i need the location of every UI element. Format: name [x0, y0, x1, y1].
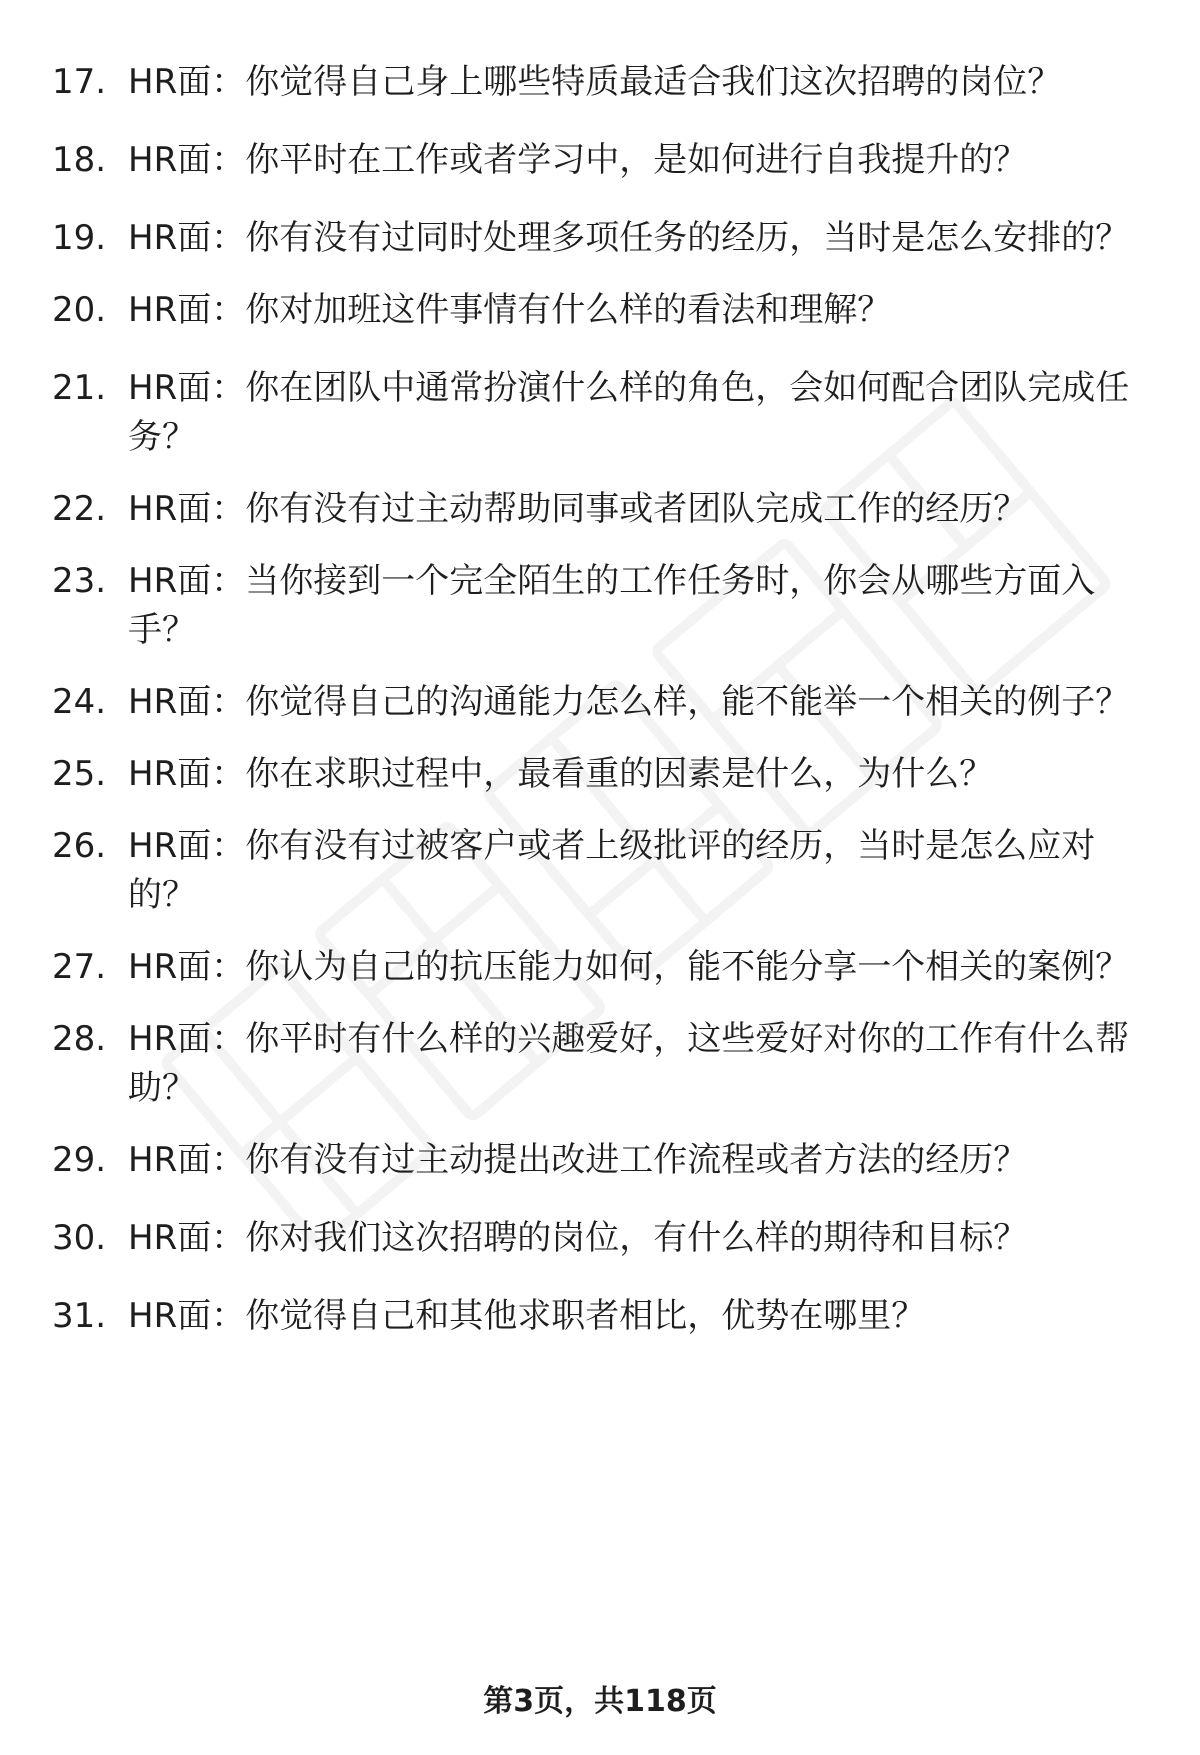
question-text: HR面：你有没有过被客户或者上级批评的经历，当时是怎么应对的？	[128, 826, 1096, 915]
question-number: 18.	[52, 140, 107, 180]
question-item	[52, 557, 1162, 655]
question-item	[52, 943, 1162, 992]
question-item	[52, 822, 1162, 920]
question-text: HR面：你对加班这件事情有什么样的看法和理解？	[128, 290, 892, 330]
question-text: HR面：你认为自己的抗压能力如何，能不能分享一个相关的案例？	[128, 947, 1130, 987]
question-text: HR面：你在求职过程中，最看重的因素是什么，为什么？	[128, 754, 994, 794]
question-item	[52, 1214, 1162, 1263]
question-text: HR面：你有没有过主动提出改进工作流程或者方法的经历？	[128, 1140, 1028, 1180]
question-item	[52, 1136, 1162, 1185]
question-item	[52, 678, 1162, 727]
question-text: HR面：你平时在工作或者学习中，是如何进行自我提升的？	[128, 140, 1028, 180]
question-text: HR面：你对我们这次招聘的岗位，有什么样的期待和目标？	[128, 1218, 1028, 1258]
question-text: HR面：你平时有什么样的兴趣爱好，这些爱好对你的工作有什么帮助？	[128, 1019, 1130, 1108]
question-number: 27.	[52, 947, 107, 987]
question-text: HR面：当你接到一个完全陌生的工作任务时，你会从哪些方面入手？	[128, 561, 1096, 650]
question-number: 28.	[52, 1019, 107, 1059]
page-indicator: 第3页，共118页	[483, 1684, 717, 1719]
question-text: HR面：你有没有过同时处理多项任务的经历，当时是怎么安排的？	[128, 218, 1130, 258]
question-item	[52, 286, 1162, 335]
question-number: 23.	[52, 561, 107, 601]
question-number: 31.	[52, 1296, 107, 1336]
question-number: 21.	[52, 368, 107, 408]
question-number: 17.	[52, 62, 107, 102]
question-text: HR面：你在团队中通常扮演什么样的角色，会如何配合团队完成任务？	[128, 368, 1130, 457]
question-item	[52, 364, 1162, 462]
question-item	[52, 485, 1162, 534]
question-number: 22.	[52, 489, 107, 529]
question-item	[52, 1015, 1162, 1113]
question-item	[52, 750, 1162, 799]
question-item	[52, 136, 1162, 185]
question-item	[52, 1292, 1162, 1341]
question-list	[52, 58, 1162, 1341]
question-number: 19.	[52, 218, 107, 258]
question-number: 26.	[52, 826, 107, 866]
question-number: 30.	[52, 1218, 107, 1258]
question-item	[52, 58, 1162, 107]
question-number: 20.	[52, 290, 107, 330]
question-text: HR面：你觉得自己身上哪些特质最适合我们这次招聘的岗位？	[128, 62, 1062, 102]
question-item	[52, 214, 1162, 263]
question-number: 25.	[52, 754, 107, 794]
question-text: HR面：你觉得自己的沟通能力怎么样，能不能举一个相关的例子？	[128, 682, 1130, 722]
question-text: HR面：你有没有过主动帮助同事或者团队完成工作的经历？	[128, 489, 1028, 529]
question-text: HR面：你觉得自己和其他求职者相比，优势在哪里？	[128, 1296, 926, 1336]
question-number: 29.	[52, 1140, 107, 1180]
question-number: 24.	[52, 682, 107, 722]
